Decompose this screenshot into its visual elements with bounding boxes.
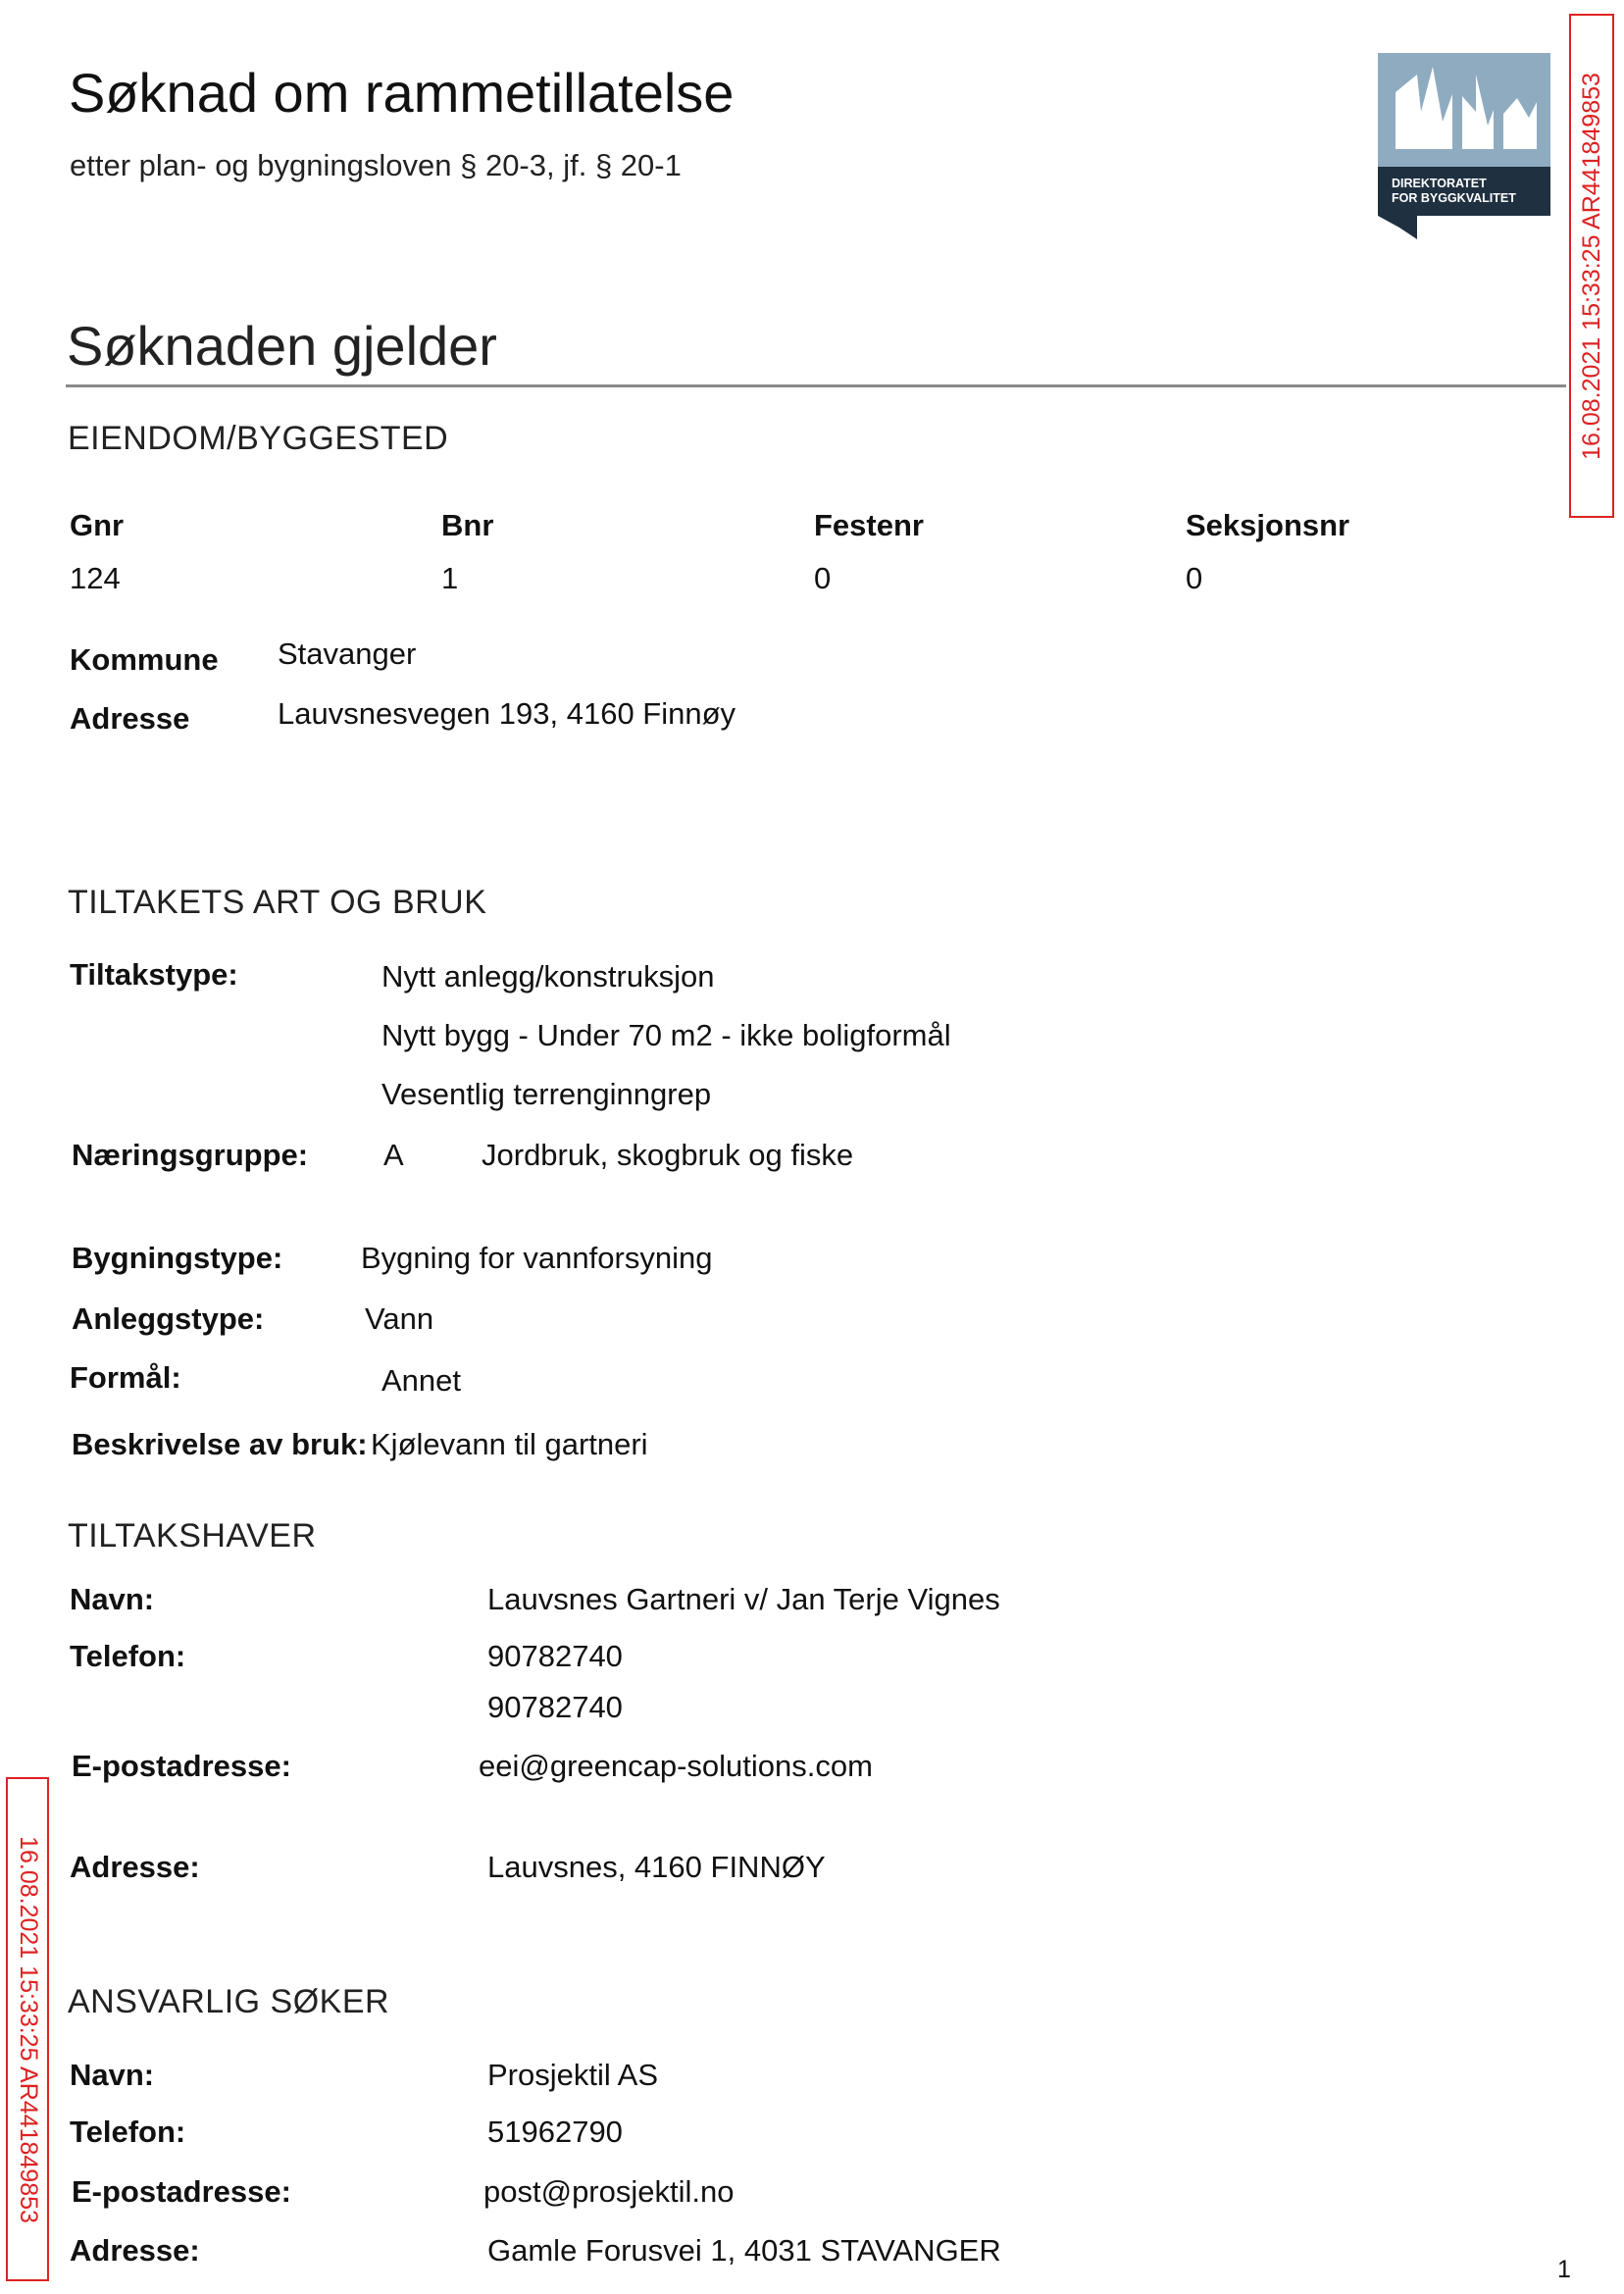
- section-heading-tiltakshaver: TILTAKSHAVER: [68, 1517, 317, 1555]
- seksjonsnr-value: 0: [1186, 561, 1203, 595]
- naringsgruppe-label: Næringsgruppe:: [72, 1138, 309, 1172]
- beskrivelse-value: Kjølevann til gartneri: [371, 1427, 648, 1461]
- kommune-label: Kommune: [70, 642, 219, 677]
- tiltakshaver-adresse-value: Lauvsnes, 4160 FINNØY: [487, 1850, 826, 1884]
- tiltakstype-value: Vesentlig terrenginngrep: [381, 1077, 712, 1111]
- gnr-label: Gnr: [70, 508, 125, 542]
- archive-stamp-text: 16.08.2021 15:33:25 AR441849853: [1577, 72, 1605, 460]
- formal-value: Annet: [381, 1363, 462, 1398]
- adresse-value: Lauvsnesvegen 193, 4160 Finnøy: [278, 696, 736, 731]
- archive-stamp-bottom: [6, 1777, 49, 2281]
- section-heading-eiendom: EIENDOM/BYGGESTED: [68, 420, 449, 457]
- beskrivelse-label: Beskrivelse av bruk:: [72, 1427, 368, 1461]
- festenr-value: 0: [814, 561, 832, 595]
- ansvarlig-telefon-label: Telefon:: [70, 2115, 186, 2149]
- section-heading-ansvarlig: ANSVARLIG SØKER: [68, 1983, 390, 2020]
- tiltakstype-value: Nytt anlegg/konstruksjon: [381, 959, 715, 994]
- adresse-label: Adresse: [70, 701, 190, 736]
- tiltakshaver-adresse-label: Adresse:: [70, 1850, 200, 1884]
- ansvarlig-epost-label: E-postadresse:: [72, 2174, 291, 2209]
- logo-text-line1: DIREKTORATET: [1392, 177, 1487, 190]
- page-number: 1: [1557, 2256, 1571, 2283]
- naringsgruppe-value: Jordbruk, skogbruk og fiske: [482, 1138, 854, 1172]
- tiltakstype-value: Nytt bygg - Under 70 m2 - ikke boligformål: [381, 1018, 951, 1052]
- ansvarlig-telefon-value: 51962790: [487, 2115, 623, 2149]
- formal-label: Formål:: [70, 1360, 181, 1395]
- dibk-logo: [1378, 53, 1550, 239]
- anleggstype-label: Anleggstype:: [72, 1301, 265, 1336]
- tiltakshaver-telefon-label: Telefon:: [70, 1639, 186, 1673]
- anleggstype-value: Vann: [365, 1301, 434, 1336]
- tiltakshaver-epost-label: E-postadresse:: [72, 1749, 291, 1783]
- festenr-label: Festenr: [814, 508, 924, 542]
- section-heading-tiltak: TILTAKETS ART OG BRUK: [68, 884, 487, 921]
- page-subtitle: etter plan- og bygningsloven § 20-3, jf. § 20-1: [70, 148, 682, 182]
- logo-text-line2: FOR BYGGKVALITET: [1392, 191, 1516, 205]
- divider: [66, 384, 1566, 387]
- archive-stamp-top: [1569, 14, 1614, 518]
- tiltakshaver-telefon-value: 90782740: [487, 1639, 623, 1673]
- ansvarlig-epost-value: post@prosjektil.no: [483, 2174, 735, 2209]
- bygningstype-value: Bygning for vannforsyning: [361, 1241, 713, 1275]
- ansvarlig-adresse-label: Adresse:: [70, 2233, 200, 2268]
- tiltakshaver-navn-label: Navn:: [70, 1582, 155, 1616]
- tiltakshaver-navn-value: Lauvsnes Gartneri v/ Jan Terje Vignes: [487, 1582, 1000, 1616]
- ansvarlig-navn-value: Prosjektil AS: [487, 2058, 659, 2092]
- tiltakstype-label: Tiltakstype:: [70, 957, 238, 992]
- bnr-label: Bnr: [441, 508, 494, 542]
- gnr-value: 124: [70, 561, 121, 595]
- naringsgruppe-code: A: [383, 1138, 404, 1172]
- tiltakshaver-telefon-value: 90782740: [487, 1690, 623, 1724]
- ansvarlig-navn-label: Navn:: [70, 2058, 155, 2092]
- tiltakshaver-epost-value: eei@greencap-solutions.com: [479, 1749, 873, 1783]
- archive-stamp-text: 16.08.2021 15:33:25 AR441849853: [14, 1835, 42, 2223]
- bnr-value: 1: [441, 561, 459, 595]
- kommune-value: Stavanger: [278, 637, 417, 671]
- bygningstype-label: Bygningstype:: [72, 1241, 283, 1275]
- section-title-soknaden: Søknaden gjelder: [67, 315, 497, 377]
- ansvarlig-adresse-value: Gamle Forusvei 1, 4031 STAVANGER: [487, 2233, 1001, 2268]
- seksjonsnr-label: Seksjonsnr: [1186, 508, 1350, 542]
- page-title: Søknad om rammetillatelse: [69, 62, 735, 124]
